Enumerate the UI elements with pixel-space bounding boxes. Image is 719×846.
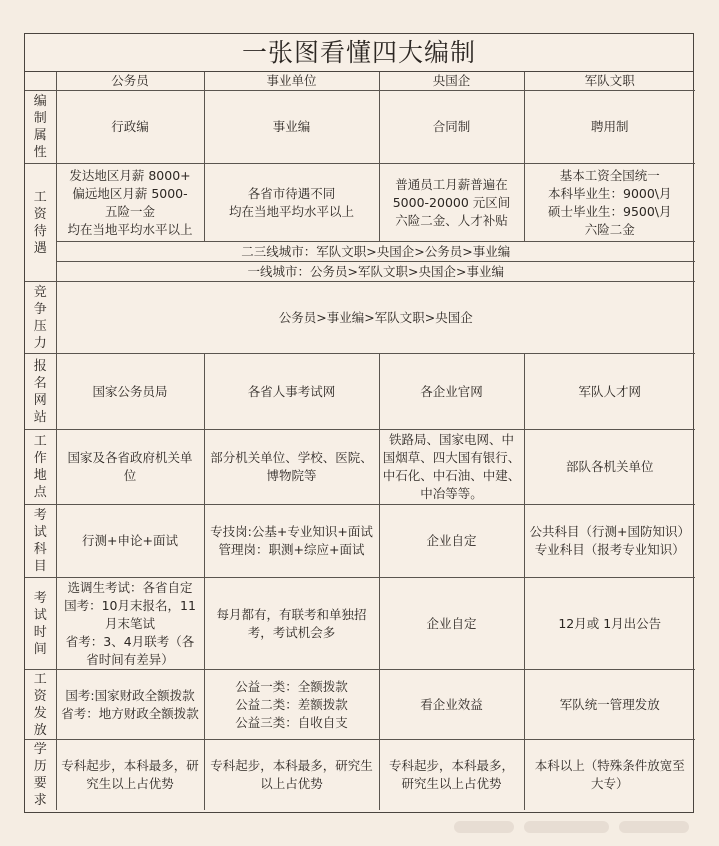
gongzi-tier2-ranking: 二三线城市：军队文职>央国企>公务员>事业编: [56, 242, 695, 262]
blurred-watermark: [454, 818, 694, 836]
cell-bianzhi-2: 合同制: [379, 91, 524, 164]
row-gongzi-tier1: [25, 262, 695, 282]
page-title: 一张图看懂四大编制: [25, 34, 693, 72]
cell-xueli-0: 专科起步，本科最多，研 究生以上占优势: [56, 740, 204, 810]
cell-fafang-3: 军队统一管理发放: [524, 670, 695, 740]
cell-fafang-1: 公益一类：全额拨款 公益二类：差额拨款 公益三类：自收自支: [204, 670, 379, 740]
cell-didian-3: 部队各机关单位: [524, 430, 695, 505]
cell-xueli-3: 本科以上（特殊条件放宽至 大专）: [524, 740, 695, 810]
row-label-jingzheng: 竞 争 压 力: [25, 282, 56, 354]
cell-shijian-2: 企业自定: [379, 578, 524, 670]
row-kemu: [25, 505, 695, 578]
cell-wangzhan-3: 军队人才网: [524, 354, 695, 430]
row-didian: [25, 430, 695, 505]
cell-bianzhi-0: 行政编: [56, 91, 204, 164]
col-header-shiye: 事业单位: [204, 72, 379, 91]
jingzheng-ranking: 公务员>事业编>军队文职>央国企: [56, 282, 695, 354]
cell-wangzhan-0: 国家公务员局: [56, 354, 204, 430]
cell-gongzi-3: 基本工资全国统一 本科毕业生：9000\月 硕士毕业生：9500\月 六险二金: [524, 164, 695, 242]
col-header-gongwuyuan: 公务员: [56, 72, 204, 91]
row-label-bianzhi: 编 制 属 性: [25, 91, 56, 164]
row-label-shijian: 考 试 时 间: [25, 578, 56, 670]
cell-gongzi-2: 普通员工月薪普遍在 5000-20000 元区间 六险二金、人才补贴: [379, 164, 524, 242]
row-label-didian: 工 作 地 点: [25, 430, 56, 505]
cell-shijian-0: 选调生考试：各省自定 国考：10月末报名，11 月末笔试 省考：3、4月联考（各 省时间有差异）: [56, 578, 204, 670]
row-gongzi-tier2: [25, 242, 695, 262]
header-row: [25, 72, 695, 91]
row-bianzhi: [25, 91, 695, 164]
comparison-table: [25, 72, 695, 810]
row-label-kemu: 考 试 科 目: [25, 505, 56, 578]
row-xueli: [25, 740, 695, 810]
cell-bianzhi-3: 聘用制: [524, 91, 695, 164]
cell-gongzi-1: 各省市待遇不同 均在当地平均水平以上: [204, 164, 379, 242]
row-gongzi: [25, 164, 695, 242]
comparison-sheet: [24, 33, 694, 813]
corner-cell: [25, 72, 56, 91]
cell-didian-2: 铁路局、国家电网、中 国烟草、四大国有银行、 中石化、中石油、中建、 中冶等等。: [379, 430, 524, 505]
cell-kemu-2: 企业自定: [379, 505, 524, 578]
cell-fafang-2: 看企业效益: [379, 670, 524, 740]
cell-shijian-1: 每月都有，有联考和单独招 考，考试机会多: [204, 578, 379, 670]
cell-didian-0: 国家及各省政府机关单 位: [56, 430, 204, 505]
cell-kemu-3: 公共科目（行测+国防知识） 专业科目（报考专业知识）: [524, 505, 695, 578]
cell-wangzhan-2: 各企业官网: [379, 354, 524, 430]
row-label-wangzhan: 报 名 网 站: [25, 354, 56, 430]
row-label-xueli: 学 历 要 求: [25, 740, 56, 810]
row-fafang: [25, 670, 695, 740]
col-header-junduiwenzhi: 军队文职: [524, 72, 695, 91]
cell-xueli-1: 专科起步，本科最多，研究生 以上占优势: [204, 740, 379, 810]
cell-wangzhan-1: 各省人事考试网: [204, 354, 379, 430]
cell-didian-1: 部分机关单位、学校、医院、 博物院等: [204, 430, 379, 505]
cell-xueli-2: 专科起步，本科最多， 研究生以上占优势: [379, 740, 524, 810]
row-label-gongzi: 工 资 待 遇: [25, 164, 56, 282]
cell-shijian-3: 12月或 1月出公告: [524, 578, 695, 670]
cell-kemu-1: 专技岗:公基+专业知识+面试 管理岗：职测+综应+面试: [204, 505, 379, 578]
cell-fafang-0: 国考:国家财政全额拨款 省考：地方财政全额拨款: [56, 670, 204, 740]
row-shijian: [25, 578, 695, 670]
cell-bianzhi-1: 事业编: [204, 91, 379, 164]
row-wangzhan: [25, 354, 695, 430]
col-header-yangguoqi: 央国企: [379, 72, 524, 91]
row-jingzheng: [25, 282, 695, 354]
cell-gongzi-0: 发达地区月薪 8000+ 偏远地区月薪 5000- 五险一金 均在当地平均水平以上: [56, 164, 204, 242]
row-label-fafang: 工 资 发 放: [25, 670, 56, 740]
gongzi-tier1-ranking: 一线城市：公务员>军队文职>央国企>事业编: [56, 262, 695, 282]
cell-kemu-0: 行测+申论+面试: [56, 505, 204, 578]
